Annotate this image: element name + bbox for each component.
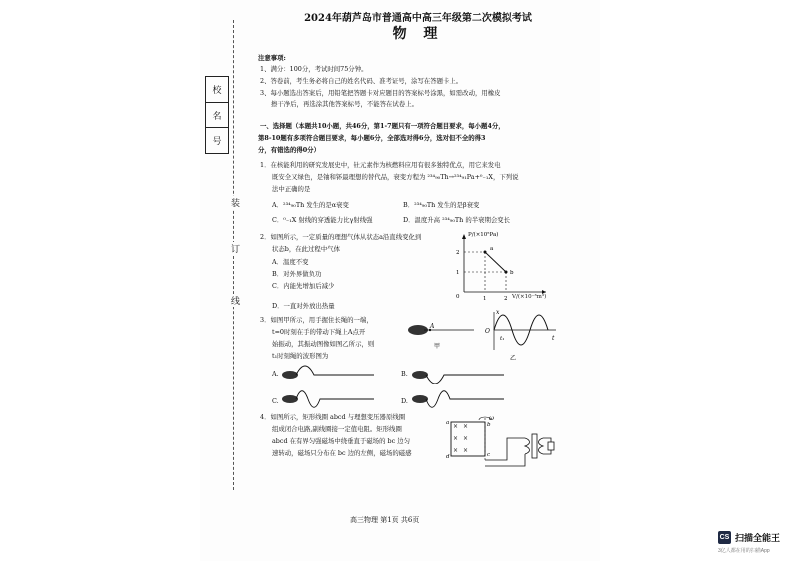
- q3-option-c-wave: [282, 386, 377, 410]
- q2-option-a: A．温度不变: [272, 258, 309, 266]
- q1-option-c: C．⁰₋₁X 射线的穿透能力比γ射线强: [272, 216, 373, 224]
- graph-t1-label: t₁: [500, 336, 505, 342]
- omega-label: ω: [489, 415, 494, 422]
- coil-corner-b: b: [487, 422, 491, 428]
- q1-stem: 1．在核能利用的研究发展史中，钍元素作为核燃料应用有很多独特优点，用它来发电: [260, 161, 501, 169]
- q3-option-a-label: A.: [272, 370, 279, 378]
- student-info-box: [205, 76, 229, 154]
- section-heading: 第8-10题有多项符合题目要求，每小题6分，全部选对得6分，选对但不全的得3: [258, 134, 486, 142]
- q1-option-b: B．²³⁴₉₀Th 发生的是β衰变: [403, 201, 480, 209]
- q3-stem: 3．如图甲所示，用手握住长绳的一端，: [260, 316, 373, 324]
- binding-line: [233, 20, 234, 490]
- svg-text:×: ×: [453, 423, 459, 430]
- bind-word-xian: 线: [231, 294, 240, 307]
- q3-option-c-label: C.: [272, 397, 279, 405]
- pv-xtick: 2: [504, 296, 508, 302]
- exam-subject: 物 理: [392, 26, 444, 42]
- pv-graph: [450, 230, 550, 302]
- q2-stem: 2．如图所示，一定质量的理想气体从状态a沿直线变化到: [260, 233, 422, 241]
- page-footer: 高三物理 第1页 共6页: [350, 516, 420, 524]
- pv-xlabel: V/(×10⁻³m³): [512, 294, 547, 300]
- q3-stem: t=0时刻在手的带动下绳上A点开: [272, 328, 366, 336]
- svg-text:×: ×: [463, 447, 469, 454]
- q1-stem: 法中正确的是: [272, 185, 311, 193]
- rope-point-a: A: [430, 323, 435, 330]
- q3-stem: 始振动，其振动图像如图乙所示，则: [272, 340, 375, 348]
- pv-xtick: 1: [483, 296, 487, 302]
- coil-corner-d: d: [446, 454, 450, 460]
- school-label: 校: [206, 77, 228, 103]
- q2-stem: 状态b，在此过程中气体: [272, 245, 340, 253]
- coil-corner-c: c: [487, 452, 491, 458]
- graph-x-label: x: [496, 309, 500, 316]
- vibration-graph-yi: [480, 308, 560, 368]
- name-label: 名: [206, 103, 228, 129]
- section-heading: 一、选择题（本题共10小题，共46分，第1-7题只有一项符合题目要求，每小题4分，: [260, 122, 505, 130]
- q2-option-d: D．一直对外放出热量: [272, 302, 335, 310]
- coil-corner-a: a: [446, 420, 450, 426]
- q3-option-b-wave: [412, 360, 507, 384]
- q1-stem: 既安全又绿色，是铀和钚最理想的替代品，衰变方程为 ²³⁴₉₀Th→²³⁴₉₁Pa+⁰₋₁X，下列说: [272, 173, 519, 181]
- svg-text:×: ×: [453, 447, 459, 454]
- svg-text:×: ×: [463, 435, 469, 442]
- bind-word-zhuang: 装: [231, 196, 240, 209]
- coil-transformer-figure: [445, 414, 555, 472]
- camscanner-logo-icon: CS: [718, 531, 731, 544]
- q4-stem: 组成闭合电路,副线圈接一定值电阻。矩形线圈: [272, 425, 402, 433]
- camscanner-name: 扫描全能王: [735, 533, 781, 543]
- q2-option-c: C．内能先增加后减少: [272, 282, 335, 290]
- figure-label-yi: 乙: [510, 355, 517, 362]
- q1-option-a: A．²³⁴₉₀Th 发生的是α衰变: [272, 201, 349, 209]
- q3-option-d-label: D.: [401, 397, 408, 405]
- pv-point-b: b: [510, 270, 514, 276]
- q1-option-d: D．温度升高 ²³⁴₉₀Th 的半衰期会变长: [403, 216, 511, 224]
- pv-origin: 0: [456, 294, 460, 300]
- bind-word-ding: 订: [231, 242, 240, 255]
- q3-stem: t₁时刻绳的波形图为: [272, 352, 329, 360]
- svg-text:×: ×: [453, 435, 459, 442]
- note-line: 3、每小题选出答案后，用铅笔把答题卡对应题目的答案标号涂黑，如需改动，用橡皮: [260, 89, 501, 97]
- q3-option-b-label: B.: [401, 370, 408, 378]
- note-line: 1、满分：100分，考试时间75分钟。: [260, 65, 368, 73]
- q2-option-b: B．对外界做负功: [272, 270, 322, 278]
- graph-origin: O: [485, 328, 490, 335]
- rope-figure-jia: [406, 320, 476, 350]
- q4-stem: 4．如图所示，矩形线圈 abcd 与理想变压器原线圈: [260, 413, 406, 421]
- exam-title: 2024年葫芦岛市普通高中高三年级第二次模拟考试: [304, 13, 532, 24]
- camscanner-tagline: 3亿人都在用的扫描App: [718, 548, 770, 554]
- note-line: 擦干净后，再选涂其他答案标号，不能答在试卷上。: [271, 100, 418, 108]
- graph-t-label: t: [552, 335, 555, 342]
- pv-point-a: a: [490, 246, 494, 252]
- q3-option-a-wave: [282, 360, 377, 384]
- number-label: 号: [212, 137, 222, 148]
- q3-option-d-wave: [412, 386, 507, 410]
- pv-ylabel: P/(×10⁵Pa): [468, 232, 499, 238]
- figure-label-jia: 甲: [434, 343, 441, 350]
- notes-heading: 注意事项:: [258, 54, 286, 62]
- pv-ytick: 1: [456, 270, 460, 276]
- q4-stem: abcd 在有界匀强磁场中绕垂直于磁场的 bc 边匀: [272, 437, 410, 445]
- note-line: 2、答卷前，考生务必将自己的姓名代码、准考证号，涂写在答题卡上。: [260, 77, 463, 85]
- section-heading: 分，有错选的得0分）: [258, 146, 320, 154]
- svg-text:×: ×: [463, 423, 469, 430]
- q4-stem: 速转动，磁场只分布在 bc 边的左侧，磁场的磁感: [272, 449, 412, 457]
- pv-ytick: 2: [456, 250, 460, 256]
